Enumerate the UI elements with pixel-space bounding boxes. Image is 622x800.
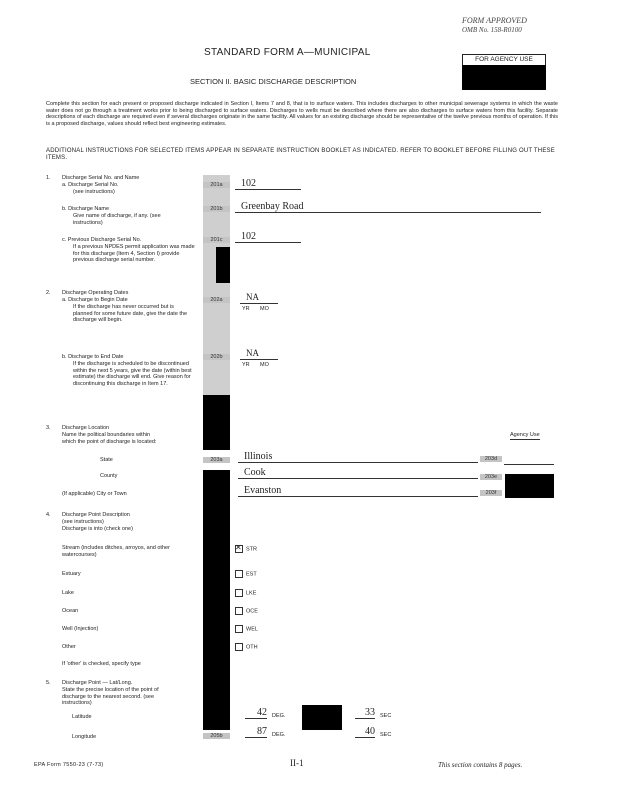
item1c-label: c. Previous Discharge Serial No. (62, 237, 142, 243)
other-specify-label: If 'other' is checked, specify type (62, 661, 141, 667)
redaction-5 (203, 700, 230, 730)
city-label: (If applicable) City or Town (62, 491, 127, 497)
redaction-2b (203, 395, 230, 450)
latitude-deg-field[interactable]: 42 (245, 707, 267, 719)
item5-heading: Discharge Point — Lat/Long. (62, 680, 133, 686)
checkbox-icon[interactable] (235, 643, 243, 651)
checkbox-icon[interactable] (235, 570, 243, 578)
code-203e: 203e (480, 474, 502, 480)
item2a-sub: If the discharge has never occurred but is planned for some future date, give the date the discharge will begin. (73, 304, 188, 324)
agency-field-d[interactable] (504, 464, 554, 465)
footer-form: EPA Form 7550-23 (7-73) (34, 762, 104, 768)
end-date-field[interactable]: NA (246, 348, 259, 358)
redaction-4 (203, 500, 230, 700)
checkbox-icon[interactable] (235, 625, 243, 633)
longitude-deg-label: DEG. (272, 732, 286, 738)
item1c-sub: If a previous NPDES permit application was made for this discharge (Item 4, Section I) provide previous discharge serial number. (73, 244, 195, 264)
county-label: County (100, 473, 118, 479)
item4-number: 4. (46, 512, 51, 518)
item1-heading: Discharge Serial No. and Name (62, 175, 140, 181)
end-yr-label: YR (242, 362, 250, 368)
redaction-3 (203, 470, 230, 500)
item4-sub1: (see instructions) (62, 519, 104, 525)
longitude-deg-field[interactable]: 87 (245, 726, 267, 738)
checkbox-checked-icon[interactable] (235, 545, 243, 553)
item3-sub: Name the political boundaries within which the point of discharge is located: (62, 432, 157, 445)
longitude-sec-field[interactable]: 40 (355, 726, 375, 738)
footer-page: II-1 (290, 758, 304, 768)
item2a-label: a. Discharge to Begin Date (62, 297, 128, 303)
code-201c: 201c (203, 237, 230, 243)
code-203f: 203f (480, 490, 502, 496)
option-lake[interactable]: LKE (235, 589, 256, 597)
redaction-agency-3 (505, 474, 554, 498)
state-label: State (100, 457, 113, 463)
begin-date-line (240, 303, 278, 304)
item5-sub: State the precise location of the point of discharge to the nearest second. (see instructions) (62, 687, 159, 707)
item1b-sub: Give name of discharge, if any. (see instructions) (73, 213, 161, 226)
option-other[interactable]: OTH (235, 643, 258, 651)
previous-serial-field[interactable]: 102 (235, 231, 301, 243)
item2b-label: b. Discharge to End Date (62, 354, 124, 360)
end-mo-label: MO (260, 362, 269, 368)
state-field[interactable]: Illinois (238, 451, 478, 463)
item3-heading: Discharge Location (62, 425, 110, 431)
option-ocean-label: Ocean (62, 608, 79, 614)
code-203d: 203d (480, 456, 502, 462)
option-stream-label: Stream (includes ditches, arroyos, and other watercourses) (62, 545, 170, 558)
begin-mo-label: MO (260, 306, 269, 312)
latitude-sec-label: SEC (380, 713, 392, 719)
option-stream[interactable]: ✕STR (235, 545, 257, 553)
footer-note: This section contains 8 pages. (438, 761, 523, 769)
begin-date-field[interactable]: NA (246, 292, 259, 302)
option-well[interactable]: WEL (235, 625, 258, 633)
latitude-deg-label: DEG. (272, 713, 286, 719)
city-field[interactable]: Evanston (238, 485, 478, 497)
intro-paragraph: Complete this section for each present or proposed discharge indicated in Section I, Items 7 and 8, that is to surface waters. This includes discharges to other municipal sewerage systems in which the waste water does not go through a treatment works prior to being discharged to surface waters. Discharges to wells must be described where there are also discharges to surface waters from this facility. Separate descriptions of each discharge are required even if several discharges originate in the same facility. All values for an existing discharge should be representative of the twelve previous months of operation. If this is a proposed discharge, values should reflect best engineering estimates. (46, 101, 558, 127)
item2-number: 2. (46, 290, 51, 296)
begin-yr-label: YR (242, 306, 250, 312)
form-title: STANDARD FORM A—MUNICIPAL (204, 47, 371, 58)
end-date-line (240, 359, 278, 360)
option-well-label: Well (Injection) (62, 626, 99, 632)
code-205b: 205b (203, 733, 230, 739)
item4-heading: Discharge Point Description (62, 512, 130, 518)
option-other-label: Other (62, 644, 76, 650)
item1-number: 1. (46, 175, 51, 181)
agency-use-label: Agency Use (510, 432, 540, 438)
county-field[interactable]: Cook (238, 467, 478, 479)
item1a-label: a. Discharge Serial No. (62, 182, 119, 188)
additional-instructions: ADDITIONAL INSTRUCTIONS FOR SELECTED ITEMS APPEAR IN SEPARATE INSTRUCTION BOOKLET AS INDICATED. REFER TO BOOKLET BEFORE FILLING OUT THESE ITEMS. (46, 148, 555, 162)
section-title: SECTION II. BASIC DISCHARGE DESCRIPTION (190, 77, 357, 86)
redaction-1c (216, 247, 230, 283)
checkbox-icon[interactable] (235, 607, 243, 615)
item4-sub2: Discharge is into (check one) (62, 526, 133, 532)
item1b-label: b. Discharge Name (62, 206, 110, 212)
item2b-sub: If the discharge is scheduled to be discontinued within the next 5 years, give the date (within best estimate) the discharge will end. Give reason for discontinuing this discharge in Item 17. (73, 361, 192, 387)
option-estuary[interactable]: EST (235, 570, 257, 578)
redaction-lat-min (302, 705, 342, 730)
form-approved: FORM APPROVED (462, 16, 527, 25)
option-ocean[interactable]: OCE (235, 607, 258, 615)
redaction-header (462, 65, 546, 90)
latitude-sec-field[interactable]: 33 (355, 707, 375, 719)
omb-number: OMB No. 158-R0100 (462, 26, 522, 34)
code-201a: 201a (203, 182, 230, 188)
item1a-sub: (see instructions) (73, 189, 115, 195)
code-201b: 201b (203, 206, 230, 212)
code-203a: 203a (203, 457, 230, 463)
option-lake-label: Lake (62, 590, 74, 596)
serial-no-field[interactable]: 102 (235, 178, 301, 190)
longitude-sec-label: SEC (380, 732, 392, 738)
discharge-name-field[interactable]: Greenbay Road (235, 201, 541, 213)
agency-use-box: FOR AGENCY USE (462, 54, 546, 66)
item5-number: 5. (46, 680, 51, 686)
longitude-label: Longitude (72, 734, 97, 740)
item2-heading: Discharge Operating Dates (62, 290, 129, 296)
code-202b: 202b (203, 354, 230, 360)
code-202a: 202a (203, 297, 230, 303)
option-estuary-label: Estuary (62, 571, 81, 577)
checkbox-icon[interactable] (235, 589, 243, 597)
item3-number: 3. (46, 425, 51, 431)
latitude-label: Latitude (72, 714, 92, 720)
